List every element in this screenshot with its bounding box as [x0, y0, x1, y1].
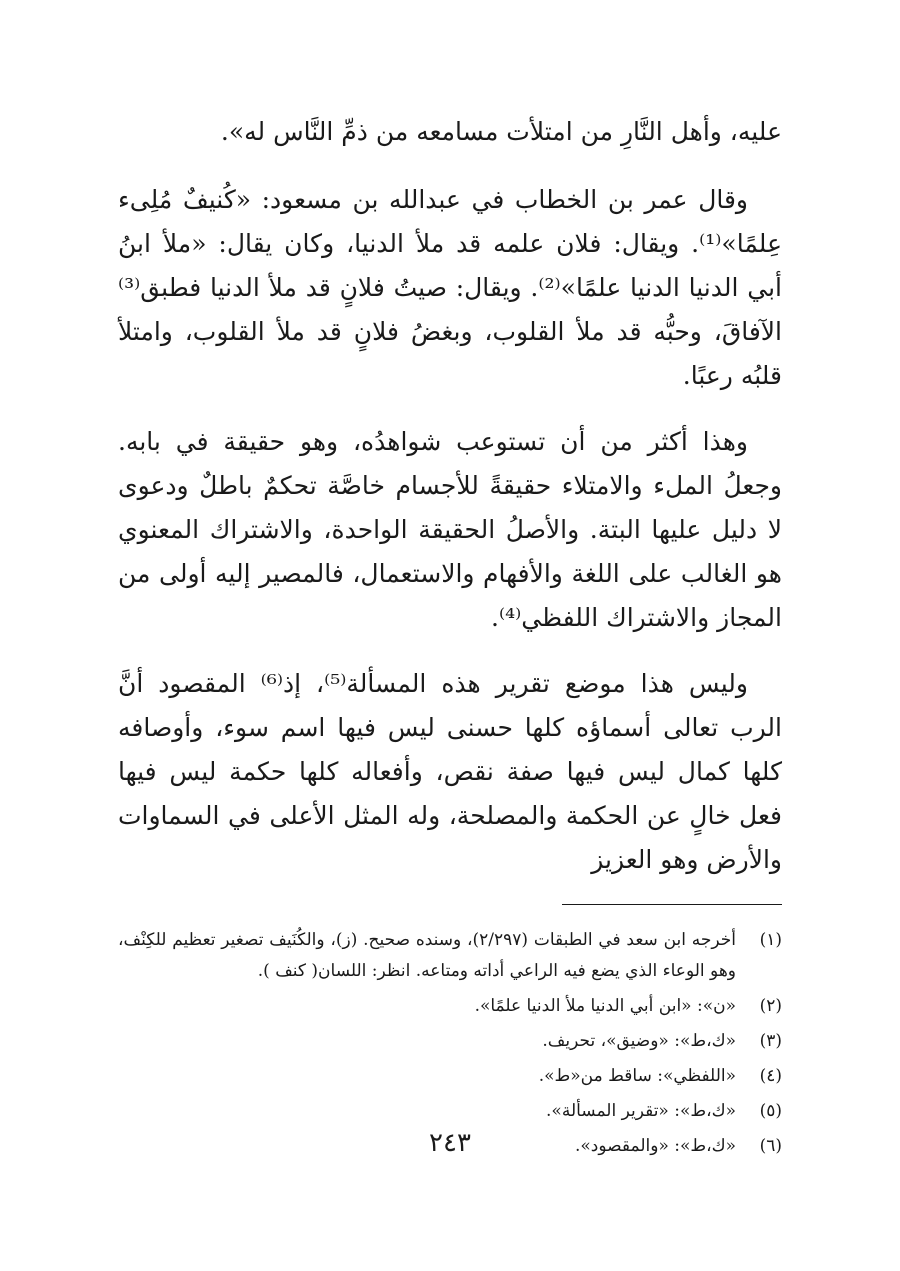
footnote-text: «ن»: «ابن أبي الدنيا ملأ الدنيا علمًا». [474, 996, 736, 1016]
footnotes-list [118, 925, 782, 1162]
book-page [118, 110, 782, 1166]
footnote-1 [118, 925, 782, 987]
footnote-text: «اللفظي»: ساقط من«ط». [538, 1066, 736, 1086]
footnote-3 [118, 1026, 782, 1057]
footnote-4 [118, 1061, 782, 1092]
footnote-number: (٤) [759, 1066, 782, 1086]
footnote-number: (٦) [759, 1136, 782, 1156]
footnote-text: أخرجه ابن سعد في الطبقات (٢/٢٩٧)، وسنده صحيح. (ز)، والكُنَيف تصغير تعظيم للكِنْف، وهو الوعاء الذي يضع فيه الراعي أداته ومتاعه. انظر: اللسان( كنف ). [118, 930, 736, 981]
footnote-number: (١) [759, 930, 782, 950]
footnote-2 [118, 991, 782, 1022]
page-number: ٢٤٣ [429, 1128, 471, 1158]
footnote-text: «ك،ط»: «والمقصود». [575, 1136, 736, 1156]
footnote-number: (٣) [759, 1031, 782, 1051]
footnote-text: «ك،ط»: «تقرير المسألة». [546, 1101, 736, 1121]
body-paragraph-2: وقال عمر بن الخطاب في عبدالله بن مسعود: «كُنيفٌ مُلِىء عِلمًا»⁽¹⁾. ويقال: فلان علمه قد ملأ الدنيا، وكان يقال: «ملأ ابنُ أبي الدنيا الدنيا علمًا»⁽²⁾. ويقال: صيتُ فلانٍ قد ملأ الدنيا فطبق⁽³⁾ الآفاقَ، وحبُّه قد ملأ القلوب، وبغضُ فلانٍ قد ملأ القلوب، وامتلأ قلبُه رعبًا. [118, 185, 782, 390]
body-paragraph-1: عليه، وأهل النَّارِ من امتلأت مسامعه من ذمِّ النَّاس له». [220, 117, 782, 146]
footnote-separator [562, 904, 782, 905]
body-paragraph-4: وليس هذا موضع تقرير هذه المسألة⁽⁵⁾، إذ⁽⁶⁾ المقصود أنَّ الرب تعالى أسماؤه كلها حسنى ليس فيها اسم سوء، وأوصافه كلها كمال ليس فيها صفة نقص، وأفعاله كلها حكمة ليس فيها فعل خالٍ عن الحكمة والمصلحة، وله المثل الأعلى في السماوات والأرض وهو العزيز [118, 669, 782, 874]
footnote-5 [118, 1096, 782, 1127]
footnote-text: «ك،ط»: «وضيق»، تحريف. [542, 1031, 736, 1051]
footnote-number: (٢) [759, 996, 782, 1016]
footnote-number: (٥) [759, 1101, 782, 1121]
body-paragraph-3: وهذا أكثر من أن تستوعب شواهدُه، وهو حقيقة في بابه. وجعلُ الملء والامتلاء حقيقةً للأجسام خاصَّة تحكمٌ باطلٌ ودعوى لا دليل عليها البتة. والأصلُ الحقيقة الواحدة، والاشتراك المعنوي هو الغالب على اللغة والأفهام والاستعمال، فالمصير إليه أولى من المجاز والاشتراك اللفظي⁽⁴⁾. [118, 427, 782, 632]
